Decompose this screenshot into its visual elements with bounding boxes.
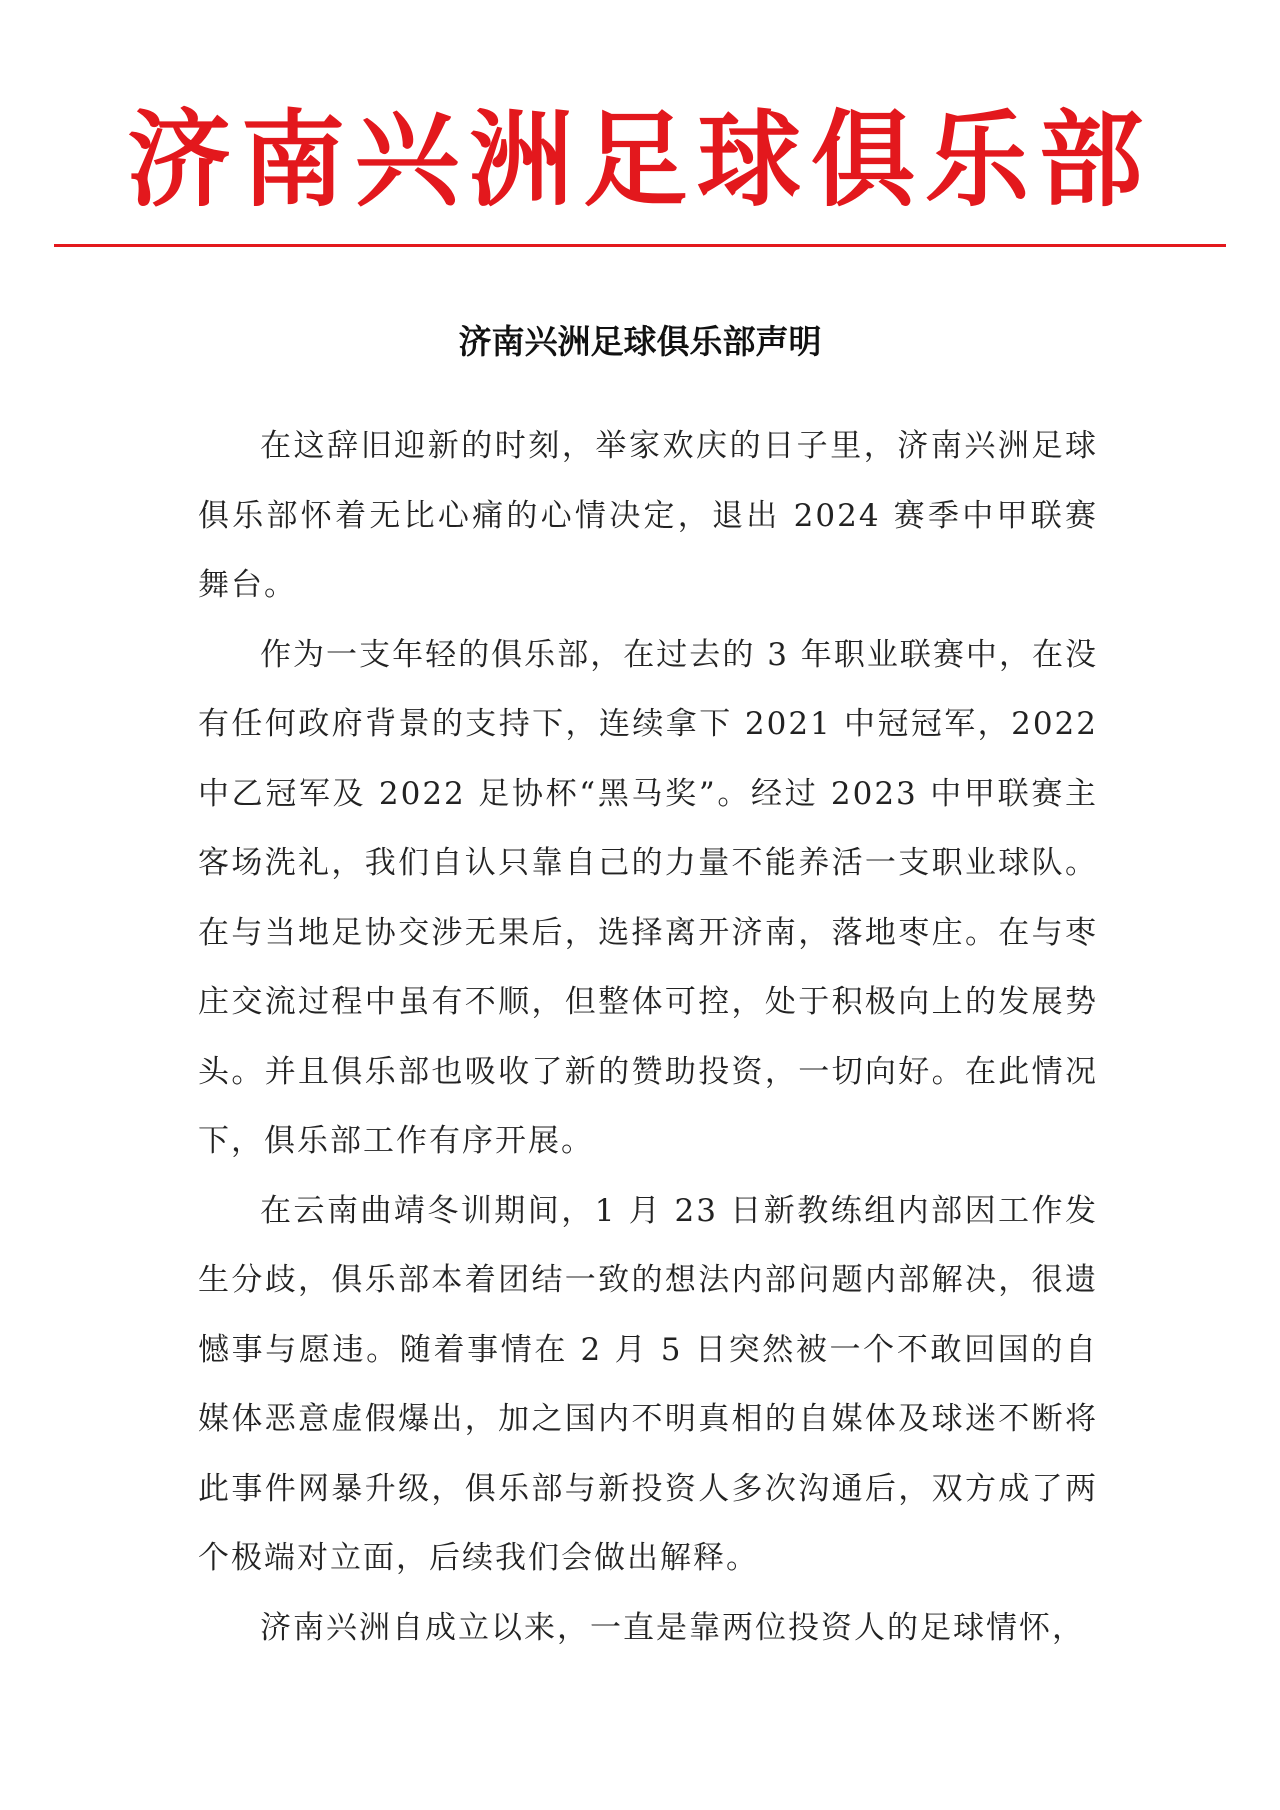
statement-body (198, 412, 1098, 1663)
letterhead-red-rule (54, 244, 1226, 247)
statement-title: 济南兴洲足球俱乐部声明 (458, 322, 822, 361)
letterhead-org-name: 济南兴洲足球俱乐部 (126, 98, 1153, 221)
statement-paragraph-2: 作为一支年轻的俱乐部，在过去的 3 年职业联赛中，在没有任何政府背景的支持下，连续拿下 2021 中冠冠军，2022 中乙冠军及 2022 足协杯“黑马奖”。经过 2023 中甲联赛主客场洗礼，我们自认只靠自己的力量不能养活一支职业球队。在与当地足协交涉无果后，选择离开济南，落地枣庄。在与枣庄交流过程中虽有不顺，但整体可控，处于积极向上的发展势头。并且俱乐部也吸收了新的赞助投资，一切向好。在此情况下，俱乐部工作有序开展。 (198, 636, 1098, 1159)
statement-paragraph-1: 在这辞旧迎新的时刻，举家欢庆的日子里，济南兴洲足球俱乐部怀着无比心痛的心情决定，退出 2024 赛季中甲联赛舞台。 (198, 428, 1098, 603)
statement-paragraph-4: 济南兴洲自成立以来，一直是靠两位投资人的足球情怀， (260, 1609, 1085, 1646)
statement-paragraph-3: 在云南曲靖冬训期间，1 月 23 日新教练组内部因工作发生分歧，俱乐部本着团结一致的想法内部问题内部解决，很遗憾事与愿违。随着事情在 2 月 5 日突然被一个不敢回国的自媒体恶意虚假爆出，加之国内不明真相的自媒体及球迷不断将此事件网暴升级，俱乐部与新投资人多次沟通后，双方成了两个极端对立面，后续我们会做出解释。 (198, 1192, 1098, 1576)
